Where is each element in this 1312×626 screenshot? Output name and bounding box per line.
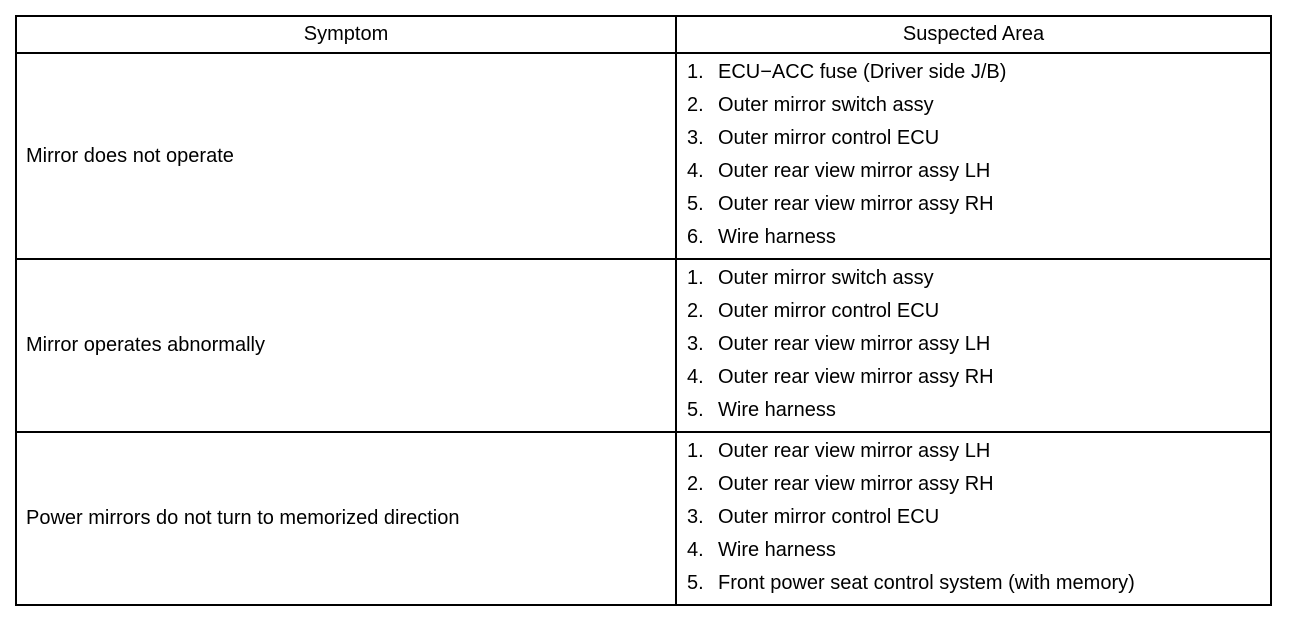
suspected-area-cell (676, 259, 1271, 432)
header-symptom: Symptom (16, 16, 676, 53)
item-text: Outer rear view mirror assy RH (718, 473, 994, 495)
troubleshooting-table (15, 15, 1272, 606)
item-text: Outer mirror control ECU (718, 127, 940, 149)
item-text: Front power seat control system (with memory) (718, 572, 1135, 594)
table-row (16, 259, 1271, 432)
item-number: 6. (687, 226, 704, 248)
header-row (16, 16, 1271, 53)
suspected-area-item (687, 503, 1270, 536)
item-text: Outer rear view mirror assy LH (718, 160, 991, 182)
suspected-area-item (687, 223, 1270, 256)
table-body (16, 53, 1271, 605)
suspected-area-item (687, 58, 1270, 91)
symptom-cell: Power mirrors do not turn to memorized direction (16, 432, 676, 605)
item-text: Wire harness (718, 539, 836, 561)
suspected-area-item (687, 297, 1270, 330)
item-number: 4. (687, 366, 704, 388)
symptom-cell: Mirror operates abnormally (16, 259, 676, 432)
item-text: Outer mirror switch assy (718, 94, 934, 116)
item-text: Outer rear view mirror assy RH (718, 366, 994, 388)
item-number: 1. (687, 440, 704, 462)
item-number: 2. (687, 94, 704, 116)
suspected-area-item (687, 569, 1270, 602)
item-number: 3. (687, 506, 704, 528)
item-number: 5. (687, 193, 704, 215)
suspected-area-item (687, 470, 1270, 503)
item-text: Outer rear view mirror assy LH (718, 333, 991, 355)
item-number: 2. (687, 300, 704, 322)
item-number: 1. (687, 267, 704, 289)
suspected-area-item (687, 190, 1270, 223)
suspected-area-item (687, 264, 1270, 297)
suspected-area-item (687, 437, 1270, 470)
symptom-cell: Mirror does not operate (16, 53, 676, 259)
item-number: 3. (687, 127, 704, 149)
item-text: Outer mirror switch assy (718, 267, 934, 289)
item-number: 4. (687, 160, 704, 182)
header-suspected-area: Suspected Area (676, 16, 1271, 53)
item-number: 2. (687, 473, 704, 495)
item-text: ECU−ACC fuse (Driver side J/B) (718, 61, 1007, 83)
suspected-area-cell (676, 53, 1271, 259)
item-number: 1. (687, 61, 704, 83)
suspected-area-item (687, 396, 1270, 429)
item-number: 5. (687, 399, 704, 421)
item-text: Wire harness (718, 226, 836, 248)
item-number: 4. (687, 539, 704, 561)
item-number: 5. (687, 572, 704, 594)
suspected-area-item (687, 157, 1270, 190)
item-number: 3. (687, 333, 704, 355)
troubleshooting-table-container (15, 15, 1272, 606)
item-text: Outer mirror control ECU (718, 300, 940, 322)
suspected-area-item (687, 536, 1270, 569)
table-row (16, 53, 1271, 259)
item-text: Outer rear view mirror assy RH (718, 193, 994, 215)
item-text: Wire harness (718, 399, 836, 421)
suspected-area-item (687, 91, 1270, 124)
item-text: Outer rear view mirror assy LH (718, 440, 991, 462)
suspected-area-item (687, 124, 1270, 157)
table-row (16, 432, 1271, 605)
suspected-area-cell (676, 432, 1271, 605)
item-text: Outer mirror control ECU (718, 506, 940, 528)
suspected-area-item (687, 330, 1270, 363)
suspected-area-item (687, 363, 1270, 396)
